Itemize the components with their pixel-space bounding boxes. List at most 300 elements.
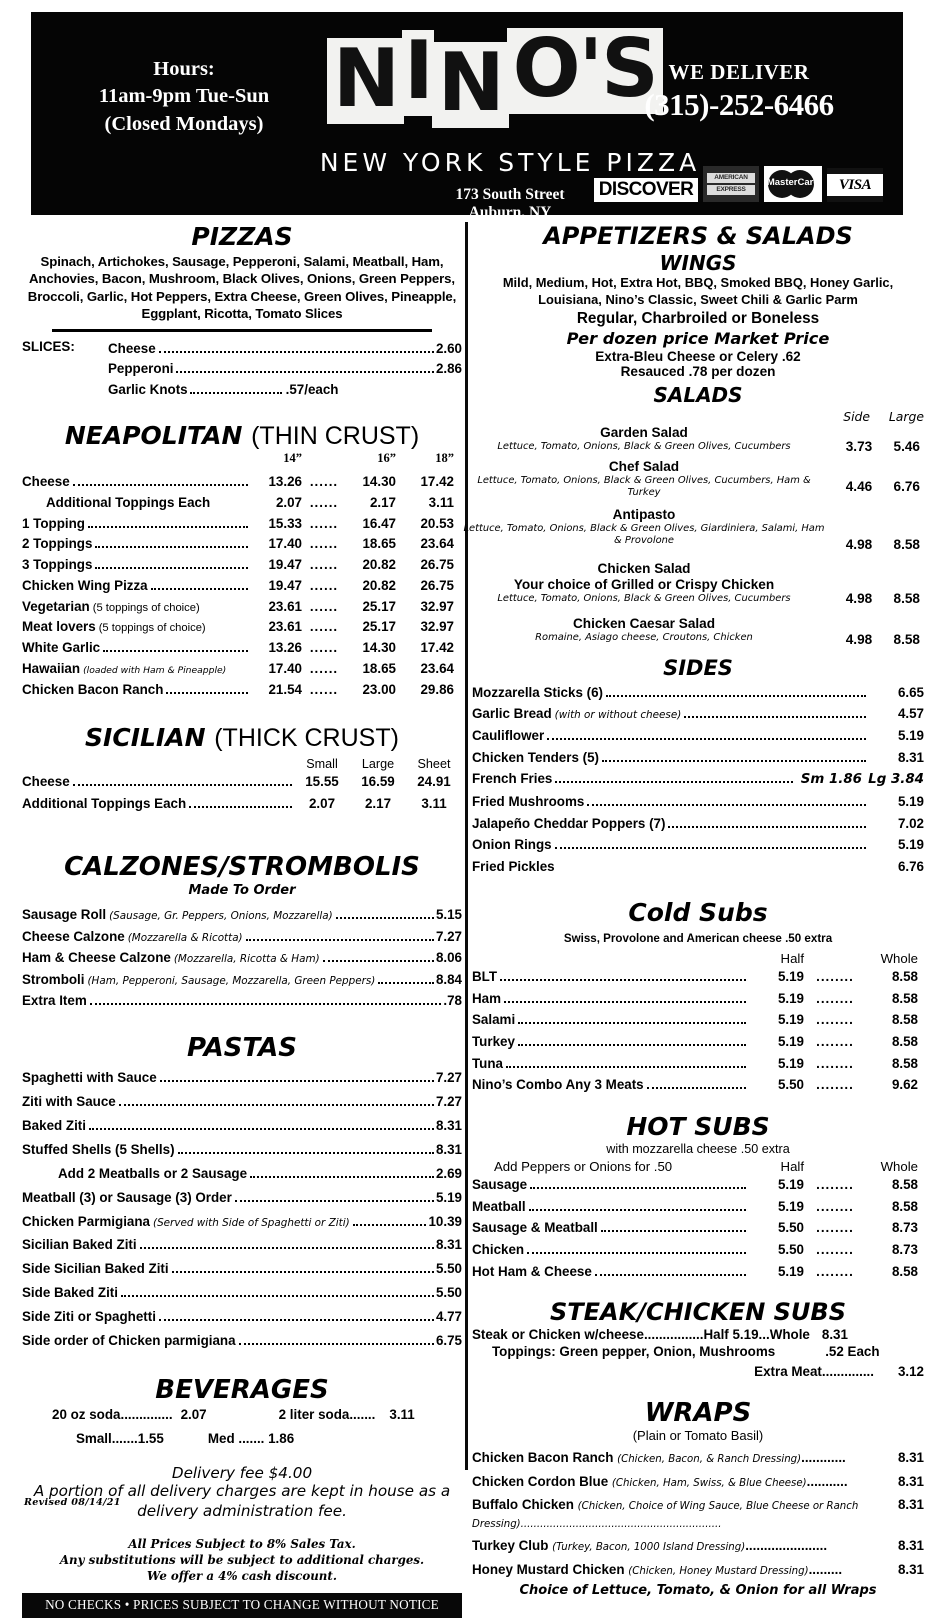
table-row[interactable] (472, 1196, 924, 1218)
table-row[interactable] (22, 597, 462, 618)
item-name: Meatball (472, 1198, 526, 1214)
item-price: 5.50 (435, 1285, 462, 1301)
list-item[interactable] (472, 1537, 924, 1554)
list-item[interactable] (472, 616, 924, 652)
leader-dots (178, 1152, 434, 1154)
list-item[interactable] (463, 506, 924, 557)
item-name: Hawaiian (22, 660, 81, 676)
item-name: Additional Toppings Each (46, 494, 211, 510)
list-item[interactable] (22, 1407, 462, 1422)
list-item[interactable] (472, 1496, 924, 1531)
list-item[interactable] (108, 339, 462, 360)
leader-dots: ...................... (745, 1538, 828, 1554)
salad-ingredients: Lettuce, Tomato, Onions, Black & Green Olives, Cucumbers (497, 593, 791, 605)
table-row[interactable] (22, 555, 462, 576)
list-item[interactable] (472, 425, 924, 459)
item-price: 6.75 (435, 1332, 462, 1348)
price-18: 26.75 (420, 557, 454, 573)
item-name: Vegetarian (22, 598, 90, 614)
item-name: Cheese Calzone (22, 928, 125, 944)
price-whole: 8.73 (891, 1220, 918, 1236)
list-item[interactable] (22, 1162, 462, 1186)
size-18: 18” (435, 450, 454, 465)
price-small: 15.55 (305, 774, 339, 790)
leader-dots (587, 804, 866, 806)
list-item[interactable] (22, 1138, 462, 1162)
item-price: 6.65 (897, 684, 924, 700)
leader-dots (89, 1128, 434, 1130)
item-name: Ham & Cheese Calzone (22, 950, 171, 966)
price-large: 16.59 (361, 774, 395, 790)
neapolitan-heading (22, 421, 462, 451)
list-item[interactable] (22, 1066, 462, 1090)
table-row[interactable] (472, 966, 924, 988)
item-price: 10.39 (428, 1213, 462, 1229)
cold-subs-note: Swiss, Provolone and American cheese .50 extra (563, 931, 833, 945)
list-item[interactable] (472, 768, 924, 791)
item-price: 5.50 (435, 1261, 462, 1277)
leader-dots (602, 760, 866, 762)
price-14: 15.33 (268, 515, 302, 531)
list-item[interactable] (22, 990, 462, 1011)
price-18: 32.97 (420, 619, 454, 635)
price-18: 23.64 (420, 660, 454, 676)
salad-name: Chicken Salad (597, 560, 691, 576)
price-large: 5.46 (893, 438, 920, 454)
leader-dots: ...... (309, 660, 339, 676)
sicilian-heading (22, 723, 462, 753)
leader-dots (73, 484, 248, 486)
hot-subs-heading: HOT SUBS (626, 1112, 770, 1142)
item-price: 8.31 (897, 1473, 924, 1489)
list-item[interactable] (472, 856, 924, 878)
price-side: 4.98 (845, 536, 873, 552)
cold-subs-size-header (472, 951, 924, 966)
price-half: 5.19 (777, 1033, 804, 1049)
leader-dots (323, 960, 434, 962)
list-item[interactable] (472, 747, 924, 769)
table-row[interactable] (22, 534, 462, 555)
item-price: .78 (443, 993, 462, 1009)
item-price: 8.31 (435, 1118, 462, 1134)
item-price: 5.19 (435, 1189, 462, 1205)
list-item[interactable] (22, 947, 462, 968)
price-18: 29.86 (420, 681, 454, 697)
slice-name: Pepperoni (108, 361, 174, 377)
table-row[interactable] (22, 659, 462, 680)
leader-dots (172, 1271, 434, 1273)
leader-dots (595, 1274, 746, 1276)
soda-medium: Med ....... 1.86 (207, 1430, 295, 1446)
salad-ingredients-2: Turkey (627, 487, 661, 499)
visa-label: VISA (838, 176, 872, 193)
list-item[interactable] (108, 359, 462, 380)
item-price: 7.27 (435, 1094, 462, 1110)
list-item[interactable] (22, 904, 462, 925)
price-14: 17.40 (268, 660, 302, 676)
amex-line-1: AMERICAN (707, 173, 755, 183)
table-row[interactable] (472, 1031, 924, 1053)
table-row[interactable] (22, 680, 462, 701)
item-price: 2.69 (435, 1165, 462, 1181)
item-name: Stuffed Shells (5 Shells) (22, 1142, 175, 1158)
price-whole: 8.58 (891, 968, 918, 984)
left-column (22, 222, 462, 1618)
table-row[interactable] (472, 1174, 924, 1196)
table-row[interactable] (472, 1009, 924, 1031)
leader-dots (606, 695, 866, 697)
toppings-price: .52 Each (825, 1343, 880, 1359)
item-name: White Garlic (22, 640, 101, 656)
price-half: 5.19 (777, 1198, 804, 1214)
item-name: 20 oz soda (52, 1406, 121, 1422)
pastas-heading: PASTAS (186, 1033, 298, 1064)
leader-dots: ........ (816, 968, 854, 984)
list-item[interactable] (22, 1090, 462, 1114)
list-item[interactable] (472, 834, 924, 856)
logo-letter-os: O'S (507, 28, 663, 114)
price-16: 18.65 (362, 536, 396, 552)
salad-name: Chef Salad (608, 458, 680, 474)
item-price: 8.31 (897, 1561, 924, 1577)
extra-meat-price: 3.12 (897, 1364, 924, 1380)
phone-number[interactable]: (315)-252-6466 (644, 87, 834, 122)
leader-dots (353, 1224, 427, 1226)
item-price: 5.19 (897, 794, 924, 810)
leader-dots: ........... (806, 1473, 848, 1489)
item-name: Honey Mustard Chicken (472, 1561, 625, 1577)
col-side: Side (843, 408, 871, 424)
list-item[interactable] (472, 682, 924, 704)
logo-letter-i: I (403, 24, 432, 117)
item-desc: (loaded with Ham & Pineapple) (83, 664, 227, 676)
table-row[interactable] (472, 988, 924, 1010)
wing-resauce-note: Resauced .78 per dozen (620, 363, 776, 379)
item-name: Stromboli (22, 971, 85, 987)
leader-dots: ...... (309, 681, 339, 697)
list-item[interactable] (22, 1257, 462, 1281)
price-large: 2.17 (364, 795, 392, 811)
table-row[interactable] (22, 617, 462, 638)
hot-subs-note: with mozzarella cheese .50 extra (606, 1142, 790, 1157)
leader-dots (547, 738, 866, 740)
item-name: 1 Topping (22, 515, 85, 531)
table-row[interactable] (22, 793, 462, 814)
item-price: 4.77 (435, 1309, 462, 1325)
leader-dots: ...... (309, 494, 339, 510)
beverages-heading: BEVERAGES (155, 1374, 329, 1405)
leader-dots (601, 1230, 746, 1232)
leader-dots: ...... (309, 473, 339, 489)
leader-dots (140, 1247, 434, 1249)
price-16: 25.17 (362, 598, 396, 614)
list-item[interactable] (22, 1305, 462, 1329)
price-half: 5.50 (777, 1242, 804, 1258)
leader-dots (668, 826, 866, 828)
item-price: 8.84 (435, 971, 462, 987)
address-line-2: Auburn, NY (468, 204, 552, 222)
table-row[interactable] (22, 514, 462, 535)
item-name: Steak or Chicken w/cheese (472, 1326, 644, 1342)
list-item[interactable] (22, 926, 462, 947)
salads-size-header (472, 409, 924, 424)
item-name: Turkey (472, 1033, 515, 1049)
item-price: 8.31 (897, 1538, 924, 1554)
size-14: 14” (283, 450, 302, 465)
item-name: Buffalo Chicken (472, 1497, 574, 1513)
list-item[interactable] (472, 561, 924, 613)
neapolitan-title: NEAPOLITAN (64, 420, 243, 450)
sides-heading: SIDES (663, 655, 733, 680)
item-name: Spaghetti with Sauce (22, 1070, 157, 1086)
salad-ingredients-2: & Provolone (614, 535, 674, 547)
list-item[interactable] (472, 1473, 924, 1490)
leader-dots (530, 1187, 746, 1189)
calzones-subtitle: Made To Order (188, 883, 296, 899)
logo-letter-n1: N (327, 38, 404, 124)
steak-subs-heading: STEAK/CHICKEN SUBS (549, 1297, 846, 1326)
divider-rule (52, 329, 432, 332)
item-price: 8.31 (897, 1497, 924, 1513)
list-item[interactable] (472, 1362, 924, 1382)
price-large: 8.58 (893, 536, 920, 552)
leader-dots (336, 917, 434, 919)
leader-dots (121, 1295, 434, 1297)
slices-block (22, 339, 462, 401)
salad-ingredients: Romaine, Asiago cheese, Croutons, Chicken (535, 631, 753, 643)
item-price: 7.27 (435, 928, 462, 944)
price-large: 8.58 (893, 590, 920, 606)
table-row[interactable] (472, 1074, 924, 1096)
menu-header (31, 12, 903, 222)
leader-dots (103, 650, 248, 652)
item-price: 8.31 (897, 749, 924, 765)
price-whole: 8.58 (891, 990, 918, 1006)
steak-subs-rows (472, 1327, 924, 1383)
leader-dots: ...... (309, 640, 339, 656)
leader-dots: ........ (816, 1242, 854, 1258)
price-18: 3.11 (428, 494, 454, 510)
leader-dots: ........ (816, 1055, 854, 1071)
price-14: 13.26 (268, 473, 302, 489)
item-desc: (Sausage, Gr. Peppers, Onions, Mozzarella) (109, 910, 333, 923)
price-half: 5.50 (777, 1220, 804, 1236)
list-item[interactable] (472, 459, 924, 507)
list-item[interactable] (22, 1114, 462, 1138)
salad-name-2: Your choice of Grilled or Crispy Chicken (513, 576, 775, 592)
price-small: 2.07 (308, 795, 336, 811)
leader-dots: ...... (309, 577, 339, 593)
list-item[interactable] (472, 791, 924, 813)
price-small: Sm 1.86 (800, 772, 862, 788)
leader-dots: ................ (643, 1326, 704, 1342)
item-name: Chicken (472, 1242, 525, 1258)
leader-dots: ........ (816, 1198, 854, 1214)
item-price: 6.76 (897, 859, 924, 875)
item-price: 8.31 (897, 1450, 924, 1466)
size-large: Large (361, 757, 395, 772)
price-18: 23.64 (420, 536, 454, 552)
price-large: Lg 3.84 (868, 772, 924, 788)
sicilian-size-header (22, 757, 462, 771)
item-desc: (Ham, Pepperoni, Sausage, Mozzarella, Green Peppers) (87, 974, 376, 987)
list-item[interactable] (472, 1342, 924, 1363)
slice-price: 2.86 (435, 361, 462, 377)
neapolitan-size-header (22, 451, 462, 466)
leader-dots (518, 1044, 746, 1046)
item-desc: (5 toppings of choice) (98, 622, 206, 635)
list-item[interactable] (472, 703, 924, 725)
amex-line-2: EXPRESS (707, 185, 755, 195)
sicilian-subtitle: (THICK CRUST) (214, 724, 399, 753)
item-name: Chicken Tenders (5) (472, 749, 599, 765)
price-whole: 8.73 (891, 1242, 918, 1258)
item-desc: (Served with Side of Spaghetti or Ziti) (153, 1216, 350, 1229)
list-item[interactable] (472, 813, 924, 835)
wing-styles: Regular, Charbroiled or Boneless (576, 309, 820, 327)
item-desc: (Mozzarella & Ricotta) (127, 931, 243, 944)
hot-subs-rows (472, 1174, 924, 1283)
leader-dots (176, 371, 433, 373)
col-large: Large (888, 408, 924, 424)
item-name: Nino’s Combo Any 3 Meats (472, 1077, 644, 1093)
item-name: Chicken Wing Pizza (22, 577, 148, 593)
leader-dots (527, 1252, 746, 1254)
hot-subs-size-header (472, 1159, 924, 1174)
mastercard-card-icon (764, 166, 822, 202)
leader-dots (647, 1087, 746, 1089)
list-item[interactable] (22, 1186, 462, 1210)
leader-dots (88, 526, 248, 528)
list-item[interactable] (22, 969, 462, 990)
table-row[interactable] (22, 638, 462, 659)
price-sheet: 3.11 (421, 795, 447, 811)
leader-dots (555, 781, 792, 783)
price-half: 5.19 (777, 990, 804, 1006)
list-item[interactable] (22, 1233, 462, 1257)
price-14: 21.54 (268, 681, 302, 697)
leader-dots (504, 1001, 746, 1003)
item-name: Salami (472, 1012, 516, 1028)
table-row[interactable] (472, 1217, 924, 1239)
leader-dots (119, 1104, 434, 1106)
wing-flavors-line-2: Louisiana, Nino’s Classic, Sweet Chili & Garlic Parm (538, 291, 858, 307)
list-item[interactable] (22, 1281, 462, 1305)
item-price: 5.19 (897, 837, 924, 853)
price-14: 17.40 (268, 536, 302, 552)
slice-price: 2.60 (435, 340, 462, 356)
salads-heading: SALADS (653, 382, 743, 407)
salad-ingredients: Lettuce, Tomato, Onions, Black & Green Olives, Cucumbers, Ham & (477, 474, 811, 486)
leader-dots (684, 716, 866, 718)
item-name: Jalapeño Cheddar Poppers (7) (472, 815, 666, 831)
item-price: 7.02 (897, 815, 924, 831)
table-row[interactable] (22, 493, 462, 514)
item-name: Garlic Bread (472, 706, 552, 722)
leader-dots: ...... (309, 557, 339, 573)
size-sheet: Sheet (417, 757, 451, 772)
item-name: Extra Item (22, 993, 87, 1009)
delivery-admin-note: A portion of all delivery charges are kept in house as a delivery administration fee. (33, 1481, 451, 1520)
table-row[interactable] (22, 771, 462, 792)
calzones-heading: CALZONES/STROMBOLIS (64, 852, 420, 883)
column-divider (465, 222, 468, 1470)
slice-price: .57/each (285, 382, 339, 398)
price-whole: 8.58 (891, 1033, 918, 1049)
extra-meat-label: Extra Meat (754, 1364, 822, 1380)
leader-dots: ........ (816, 990, 854, 1006)
substitution-note: Any substitutions will be subject to additional charges. (59, 1553, 425, 1568)
leader-dots: ...... (309, 619, 339, 635)
neapolitan-subtitle: (THIN CRUST) (251, 421, 420, 450)
table-row[interactable] (22, 472, 462, 493)
table-row[interactable] (22, 576, 462, 597)
price-whole: 8.58 (891, 1198, 918, 1214)
leader-dots (378, 982, 434, 984)
hours-label: Hours: (153, 58, 215, 80)
beverages-rows (22, 1407, 462, 1446)
discover-card-icon: DISCOVER (594, 178, 698, 202)
item-desc: (with or without cheese) (554, 709, 682, 722)
item-name: Side order of Chicken parmigiana (22, 1332, 236, 1348)
list-item[interactable] (472, 1327, 924, 1342)
table-row[interactable] (472, 1053, 924, 1075)
leader-dots (160, 1080, 434, 1082)
leader-dots (151, 588, 248, 590)
leader-dots (239, 1343, 434, 1345)
leader-dots: ........ (816, 1177, 854, 1193)
soda-small: Small.......1.55 (76, 1430, 164, 1446)
salad-ingredients: Lettuce, Tomato, Onions, Black & Green Olives, Cucumbers (497, 440, 791, 452)
list-item[interactable] (108, 380, 462, 401)
amex-card-icon (703, 166, 759, 202)
item-name: BLT (472, 968, 498, 984)
price-18: 32.97 (420, 598, 454, 614)
table-row[interactable] (472, 1261, 924, 1283)
item-desc: (5 toppings of choice) (92, 601, 200, 614)
list-item[interactable] (472, 1561, 924, 1578)
item-name: Chicken Parmigiana (22, 1213, 151, 1229)
wraps-heading: WRAPS (644, 1398, 752, 1429)
wing-pricing: Per dozen price Market Price (566, 328, 830, 348)
price-16: 20.82 (362, 557, 396, 573)
toppings-note: Toppings: Green pepper, Onion, Mushrooms (492, 1343, 776, 1359)
price-large: 8.58 (893, 631, 920, 647)
list-item[interactable] (22, 1329, 462, 1353)
col-half: Half (780, 950, 804, 966)
list-item[interactable] (472, 725, 924, 747)
price-side: 4.98 (845, 631, 873, 647)
item-price: 5.15 (435, 907, 462, 923)
sides-rows (472, 682, 924, 878)
price-whole: 8.58 (891, 1012, 918, 1028)
item-price: 8.31 (435, 1142, 462, 1158)
cold-subs-rows (472, 966, 924, 1096)
leader-dots: ........ (816, 1077, 854, 1093)
item-name: Side Ziti or Spaghetti (22, 1309, 156, 1325)
delivery-notes (22, 1464, 462, 1522)
list-item[interactable] (472, 1449, 924, 1466)
sicilian-title: SICILIAN (85, 723, 206, 753)
table-row[interactable] (472, 1239, 924, 1261)
price-16: 25.17 (362, 619, 396, 635)
list-item[interactable] (22, 1431, 462, 1446)
item-desc: (Turkey, Bacon, 1000 Island Dressing) (552, 1542, 746, 1554)
list-item[interactable] (22, 1210, 462, 1234)
leader-dots (555, 847, 866, 849)
price-16: 23.00 (362, 681, 396, 697)
leader-dots: ...... (309, 515, 339, 531)
